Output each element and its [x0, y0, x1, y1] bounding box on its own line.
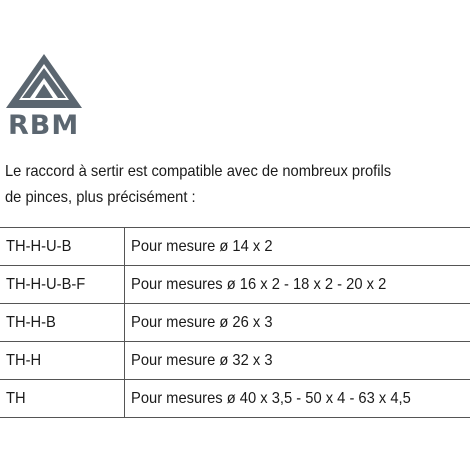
compatibility-table — [0, 227, 470, 418]
intro-paragraph — [5, 159, 428, 211]
table-row — [0, 342, 470, 380]
intro-line-2: de pinces, plus précisément : — [5, 189, 196, 206]
model-cell — [0, 304, 125, 342]
model-label: TH-H-B — [6, 313, 56, 331]
model-cell — [0, 228, 125, 266]
table-row — [0, 380, 470, 418]
spec-label: Pour mesures ø 16 x 2 - 18 x 2 - 20 x 2 — [131, 275, 387, 293]
spec-cell — [125, 380, 470, 418]
model-label: TH-H-U-B — [6, 237, 72, 255]
spec-cell — [125, 266, 470, 304]
triangle-logo-icon — [6, 54, 82, 110]
model-cell — [0, 380, 125, 418]
spec-cell — [125, 342, 470, 380]
model-label: TH-H-U-B-F — [6, 275, 86, 293]
model-cell — [0, 266, 125, 304]
spec-label: Pour mesure ø 32 x 3 — [131, 351, 273, 369]
intro-line-1: Le raccord à sertir est compatible avec de nombreux profils — [5, 163, 392, 180]
spec-label: Pour mesure ø 14 x 2 — [131, 237, 273, 255]
model-label: TH-H — [6, 351, 42, 369]
model-label: TH — [6, 389, 26, 407]
spec-cell — [125, 228, 470, 266]
brand-name: RBM — [8, 110, 80, 141]
spec-label: Pour mesures ø 40 x 3,5 - 50 x 4 - 63 x 4,5 — [131, 389, 411, 407]
table-row — [0, 266, 470, 304]
spec-cell — [125, 304, 470, 342]
table-row — [0, 304, 470, 342]
model-cell — [0, 342, 125, 380]
table-row — [0, 228, 470, 266]
spec-label: Pour mesure ø 26 x 3 — [131, 313, 273, 331]
